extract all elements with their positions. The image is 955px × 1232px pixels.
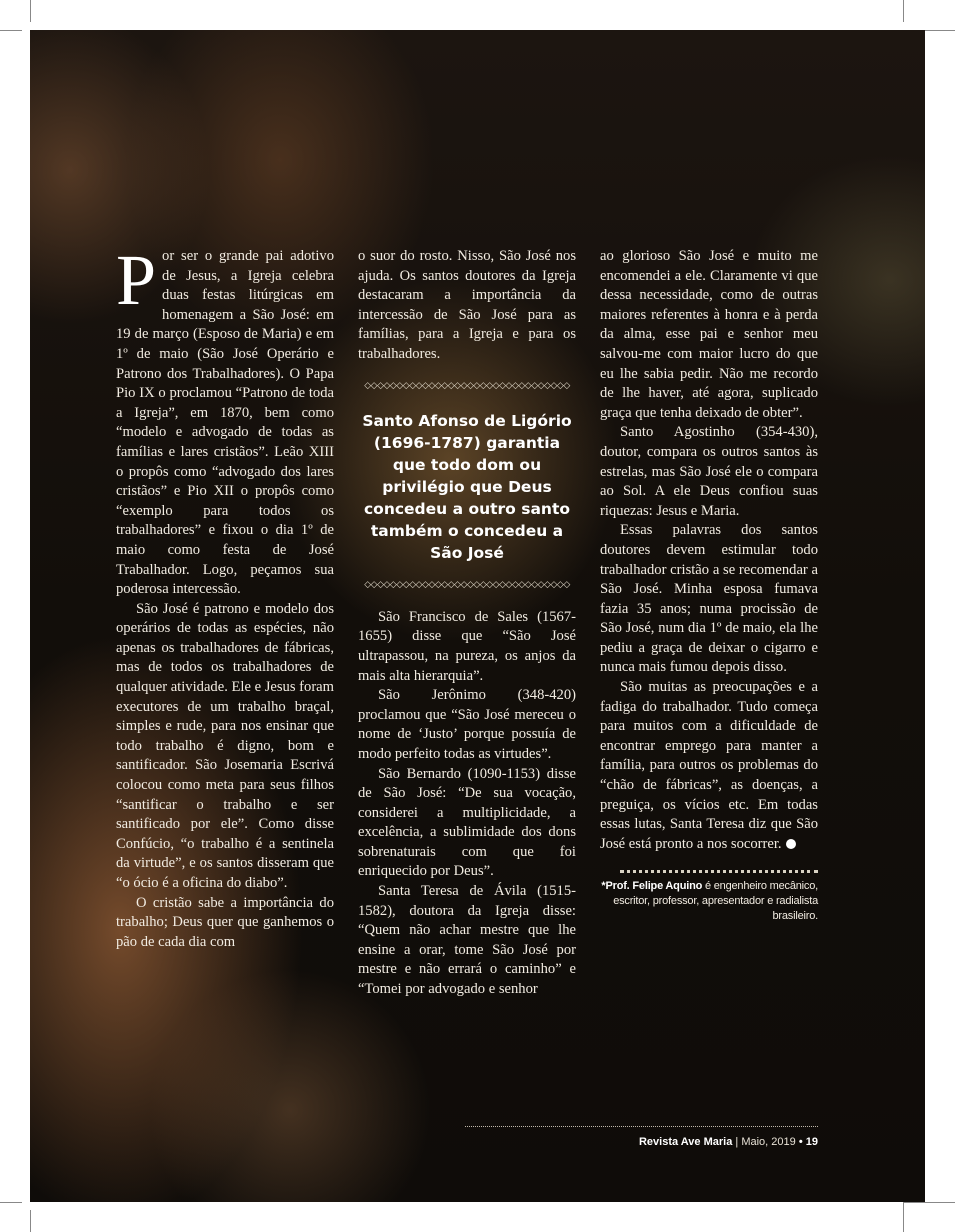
issue-date: Maio, 2019 xyxy=(741,1136,796,1148)
ornament-divider: ◇◇◇◇◇◇◇◇◇◇◇◇◇◇◇◇◇◇◇◇◇◇◇◇◇◇◇◇◇◇◇◇ xyxy=(364,580,570,591)
author-bio: *Prof. Felipe Aquino é engenheiro mecânico, escritor, professor, apresentador e radialista brasileiro. xyxy=(601,880,818,923)
crop-mark xyxy=(0,1202,22,1203)
article-paragraph: Essas palavras dos santos doutores devem estimular todo trabalhador cristão a se recomendar a São José. Minha esposa fumava fazia 35 anos; numa procissão de São José, num dia 1º de maio, ela lhe pediu a graça de deixar o cigarro e nunca mais fumou depois disso. xyxy=(600,522,818,676)
crop-mark xyxy=(903,0,904,22)
page-footer xyxy=(639,1136,818,1148)
article-paragraph: São muitas as preocupações e a fadiga do trabalhador. Tudo começa para muitos com a dificuldade de encontrar emprego para manter a família, para outros os problemas do “chão de fábricas”, as doenças, a preguiça, os vícios etc. Em todas essas lutas, Santa Teresa diz que São José está pronto a nos socorrer. xyxy=(600,679,818,852)
magazine-name: Revista Ave Maria xyxy=(638,1136,733,1148)
pull-quote: Santo Afonso de Ligório (1696-1787) garantia que todo dom ou privilégio que Deus concedeu a outro santo também o concedeu a São José xyxy=(362,412,572,563)
crop-mark xyxy=(30,1210,31,1232)
end-mark-icon xyxy=(786,839,796,849)
article-paragraph: o suor do rosto. Nisso, São José nos ajuda. Os santos doutores da Igreja destacaram a importância da intercessão de São José para as famílias, para a Igreja e para os trabalhadores. xyxy=(358,248,576,362)
article-paragraph: Santo Agostinho (354-430), doutor, compara os outros santos às estrelas, mas São José ele o compara ao Sol. A ele Deus confiou suas riquezas: Jesus e Maria. xyxy=(600,424,818,519)
ornament-divider: ◇◇◇◇◇◇◇◇◇◇◇◇◇◇◇◇◇◇◇◇◇◇◇◇◇◇◇◇◇◇◇◇ xyxy=(364,380,570,391)
article-column-2 xyxy=(358,247,576,1000)
drop-cap: P xyxy=(116,240,157,320)
article-paragraph: Por ser o grande pai adotivo de Jesus, a Igreja celebra duas festas litúrgicas em homenagem a São José: em 19 de março (Esposo de Maria) e em 1º de maio (São José Operário e Patrono dos Trabalhadores). O Papa Pio IX o proclamou “Patrono de toda a Igreja”, em 1870, bem como “modelo e advogado de todas as famílias e lares cristãos”. Leão XIII o propôs como “advogado dos lares cristãos” e Pio XII o propôs como “exemplo para todos os trabalhadores” e fixou o dia 1º de maio como festa de José Trabalhador. Logo, peçamos sua poderosa intercessão. xyxy=(116,240,334,598)
article-column-1 xyxy=(116,240,335,952)
article-paragraph: São Jerônimo (348-420) proclamou que “São José mereceu o nome de ‘Justo’ porque possuía de modo perfeito todas as virtudes”. xyxy=(358,687,576,762)
magazine-page xyxy=(30,30,925,1202)
article-column-3 xyxy=(600,247,818,924)
article-paragraph: São José é patrono e modelo dos operários de todas as espécies, não apenas os trabalhadores de fábricas, mas de todos os trabalhadores de qualquer atividade. Ele e Jesus foram executores de um trabalho braçal, simples e rude, para nos ensinar que todo trabalho é digno, bom e santificador. São Josemaria Escrivá colocou como meta para seus filhos “santificar o trabalho e ser santificado por ele”. Como disse Confúcio, “o trabalho é a sentinela da virtude”, e os santos disseram que “o ócio é a oficina do diabo”. xyxy=(116,600,335,891)
author-divider xyxy=(620,870,818,873)
footer-bullet: • xyxy=(798,1136,803,1148)
crop-mark xyxy=(903,1202,955,1203)
page-number: 19 xyxy=(805,1136,818,1148)
article-paragraph: Santa Teresa de Ávila (1515-1582), doutora da Igreja disse: “Quem não achar mestre que lhe ensine a orar, tome São José por mestre e não errará o caminho” e “Tomei por advogado e senhor xyxy=(358,883,576,998)
footer-separator: | xyxy=(735,1136,739,1148)
author-name: *Prof. Felipe Aquino xyxy=(601,880,703,893)
article-paragraph: São Francisco de Sales (1567-1655) disse que “São José ultrapassou, na pureza, os anjos da mais alta hierarquia”. xyxy=(358,608,576,684)
footer-divider xyxy=(465,1126,818,1127)
article-paragraph: São Bernardo (1090-1153) disse de São José: “De sua vocação, considerei a multiplicidade, a excelência, a sublimidade dos dons sobrenaturais com que foi enriquecido por Deus”. xyxy=(358,765,576,880)
article-paragraph: O cristão sabe a importância do trabalho; Deus quer que ganhemos o pão de cada dia com xyxy=(116,894,334,950)
article-paragraph: ao glorioso São José e muito me encomendei a ele. Claramente vi que dessa necessidade, como de outras maiores referentes à honra e à perda da alma, esse pai e senhor meu salvou-me com maior lucro do que eu lhe sabia pedir. Não me recordo de lhe haver, até agora, suplicado graça que tenha deixado de obter”. xyxy=(600,248,818,421)
crop-mark xyxy=(30,0,31,22)
crop-mark xyxy=(0,30,22,31)
